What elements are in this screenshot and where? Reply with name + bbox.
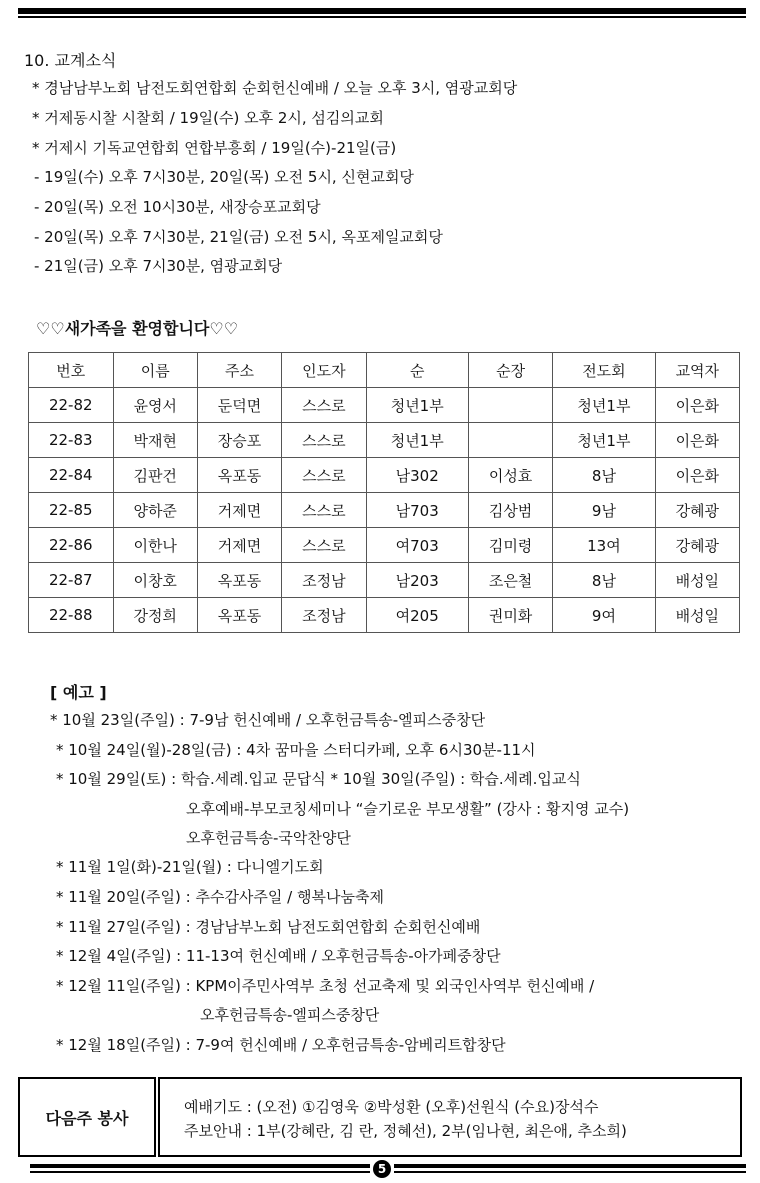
table-cell: 배성일 — [655, 563, 739, 598]
header-cell: 전도회 — [553, 353, 655, 388]
table-cell: 이은화 — [655, 458, 739, 493]
table-cell: 이은화 — [655, 423, 739, 458]
table-cell: 둔덕면 — [197, 388, 281, 423]
table-cell: 옥포동 — [197, 563, 281, 598]
table-cell: 22-86 — [29, 528, 114, 563]
table-cell: 권미화 — [468, 598, 552, 633]
news-line: - 20일(목) 오전 10시30분, 새장승포교회당 — [34, 198, 321, 216]
table-row — [29, 563, 740, 598]
top-rule-thick — [18, 8, 746, 14]
table-cell: 거제면 — [197, 528, 281, 563]
notice-line: * 12월 11일(주일) : KPM이주민사역부 초청 선교축제 및 외국인사역부 헌신예배 / — [56, 977, 595, 995]
table-cell: 스스로 — [282, 458, 366, 493]
table-row — [29, 388, 740, 423]
table-cell: 8남 — [553, 458, 655, 493]
header-cell: 교역자 — [655, 353, 739, 388]
notice-line: * 12월 18일(주일) : 7-9여 헌신예배 / 오후헌금특송-암베리트합창단 — [56, 1036, 506, 1054]
table-cell: 청년1부 — [553, 423, 655, 458]
table-row — [29, 528, 740, 563]
table-cell: 김상범 — [468, 493, 552, 528]
table-cell: 이성효 — [468, 458, 552, 493]
table-cell: 22-84 — [29, 458, 114, 493]
news-line: * 거제동시찰 시찰회 / 19일(수) 오후 2시, 섬김의교회 — [32, 109, 384, 127]
table-cell: 남703 — [366, 493, 468, 528]
table-cell: 22-88 — [29, 598, 114, 633]
news-line: - 19일(수) 오후 7시30분, 20일(목) 오전 5시, 신현교회당 — [34, 168, 414, 186]
service-details — [158, 1077, 742, 1157]
newcomers-table — [28, 352, 740, 633]
table-cell: 13여 — [553, 528, 655, 563]
table-cell: 배성일 — [655, 598, 739, 633]
table-cell: 조정남 — [282, 563, 366, 598]
notice-line: * 11월 20일(주일) : 추수감사주일 / 행복나눔축제 — [56, 888, 384, 906]
table-cell: 22-85 — [29, 493, 114, 528]
top-rule-thin — [18, 16, 746, 18]
header-cell: 주소 — [197, 353, 281, 388]
table-cell: 청년1부 — [366, 388, 468, 423]
table-row — [29, 458, 740, 493]
table-cell: 청년1부 — [553, 388, 655, 423]
table-cell: 22-83 — [29, 423, 114, 458]
table-cell: 조은철 — [468, 563, 552, 598]
table-cell: 8남 — [553, 563, 655, 598]
notice-title: [ 예고 ] — [50, 683, 107, 702]
table-cell: 여205 — [366, 598, 468, 633]
news-line: - 21일(금) 오후 7시30분, 염광교회당 — [34, 257, 283, 275]
service-label: 다음주 봉사 — [18, 1077, 156, 1157]
footer-rule-left-thin — [30, 1171, 370, 1173]
table-cell: 김판건 — [113, 458, 197, 493]
notice-line: * 10월 29일(토) : 학습.세례.입교 문답식 * 10월 30일(주일) : 학습.세례.입교식 — [56, 770, 581, 788]
news-line: - 20일(목) 오후 7시30분, 21일(금) 오전 5시, 옥포제일교회당 — [34, 228, 443, 246]
table-header-row — [29, 353, 740, 388]
notice-line: 오후헌금특송-엘피스중창단 — [200, 1006, 380, 1024]
table-cell: 스스로 — [282, 388, 366, 423]
notice-line: * 12월 4일(주일) : 11-13여 헌신예배 / 오후헌금특송-아가페중창단 — [56, 947, 501, 965]
table-cell: 스스로 — [282, 493, 366, 528]
table-cell: 이은화 — [655, 388, 739, 423]
table-cell: 여703 — [366, 528, 468, 563]
table-cell: 조정남 — [282, 598, 366, 633]
table-cell: 스스로 — [282, 423, 366, 458]
table-cell: 남302 — [366, 458, 468, 493]
notice-line: 오후예배-부모코칭세미나 “슬기로운 부모생활” (강사 : 황지영 교수) — [186, 800, 630, 818]
header-cell: 번호 — [29, 353, 114, 388]
table-row — [29, 493, 740, 528]
notice-line: * 11월 1일(화)-21일(월) : 다니엘기도회 — [56, 858, 324, 876]
table-cell: 22-82 — [29, 388, 114, 423]
table-row — [29, 598, 740, 633]
service-usher-line: 주보안내 : 1부(강혜란, 김 란, 정혜선), 2부(임나현, 최은애, 추소희) — [184, 1122, 627, 1140]
table-cell — [468, 388, 552, 423]
service-box — [18, 1077, 742, 1157]
news-line: * 경남남부노회 남전도회연합회 순회헌신예배 / 오늘 오후 3시, 염광교회당 — [32, 79, 518, 97]
notice-line: * 10월 24일(월)-28일(금) : 4차 꿈마을 스터디카페, 오후 6시30분-11시 — [56, 741, 536, 759]
table-cell: 스스로 — [282, 528, 366, 563]
section-title: 10. 교계소식 — [24, 51, 117, 70]
table-cell: 청년1부 — [366, 423, 468, 458]
notice-line: 오후헌금특송-국악찬양단 — [186, 829, 351, 847]
header-cell: 순 — [366, 353, 468, 388]
header-cell: 순장 — [468, 353, 552, 388]
welcome-heading: ♡♡새가족을 환영합니다♡♡ — [36, 319, 239, 338]
table-cell: 거제면 — [197, 493, 281, 528]
table-cell: 양하준 — [113, 493, 197, 528]
table-cell: 남203 — [366, 563, 468, 598]
table-cell: 강혜광 — [655, 493, 739, 528]
table-cell: 장승포 — [197, 423, 281, 458]
footer-rule-right-thin — [394, 1171, 746, 1173]
table-cell: 22-87 — [29, 563, 114, 598]
footer-rule-right — [394, 1164, 746, 1168]
table-row — [29, 423, 740, 458]
table-cell: 9여 — [553, 598, 655, 633]
table-cell: 강정희 — [113, 598, 197, 633]
table-cell: 윤영서 — [113, 388, 197, 423]
header-cell: 인도자 — [282, 353, 366, 388]
table-cell — [468, 423, 552, 458]
table-cell: 김미령 — [468, 528, 552, 563]
service-prayer-line: 예배기도 : (오전) ①김영욱 ②박성환 (오후)선원식 (수요)장석수 — [184, 1098, 599, 1116]
table-cell: 9남 — [553, 493, 655, 528]
table-cell: 옥포동 — [197, 458, 281, 493]
table-cell: 옥포동 — [197, 598, 281, 633]
news-line: * 거제시 기독교연합회 연합부흥회 / 19일(수)-21일(금) — [32, 139, 397, 157]
table-cell: 이창호 — [113, 563, 197, 598]
header-cell: 이름 — [113, 353, 197, 388]
footer-rule-left — [30, 1164, 370, 1168]
table-cell: 강혜광 — [655, 528, 739, 563]
notice-line: * 10월 23일(주일) : 7-9남 헌신예배 / 오후헌금특송-엘피스중창단 — [50, 711, 486, 729]
table-cell: 이한나 — [113, 528, 197, 563]
page-number: 5 — [373, 1160, 391, 1178]
notice-line: * 11월 27일(주일) : 경남남부노회 남전도회연합회 순회헌신예배 — [56, 918, 481, 936]
table-cell: 박재현 — [113, 423, 197, 458]
